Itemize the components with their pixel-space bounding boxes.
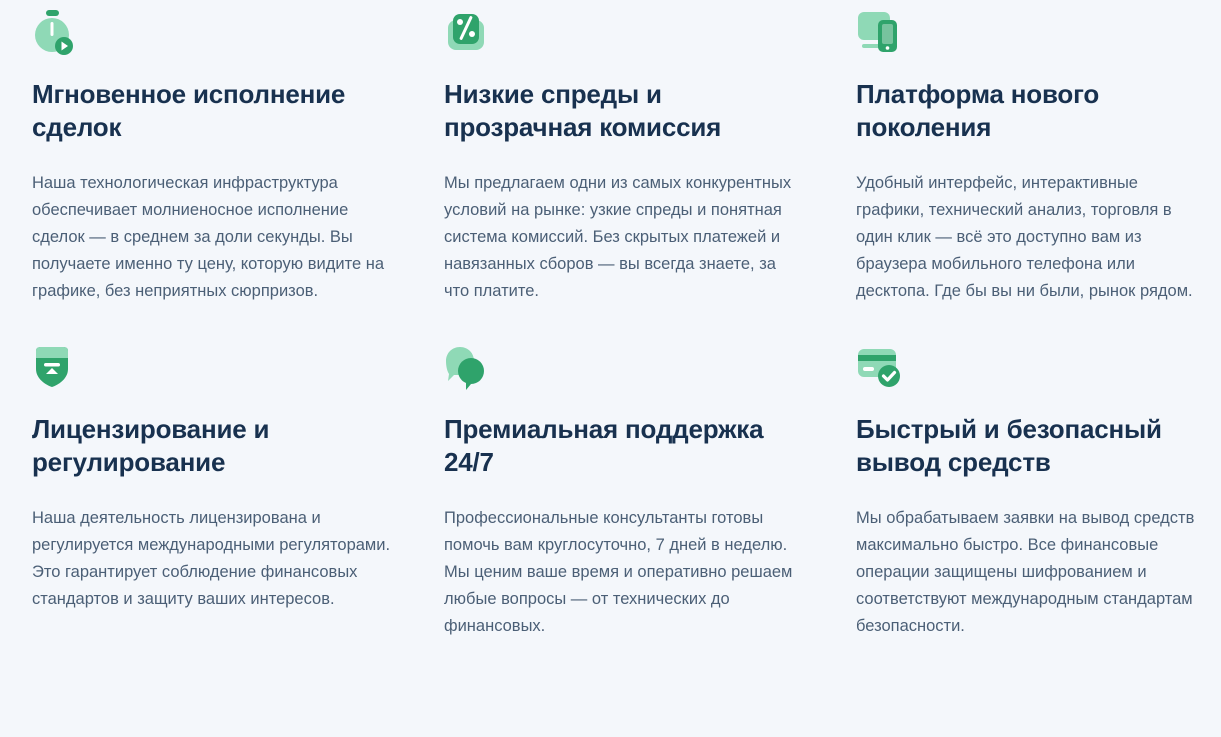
stopwatch-icon [32, 10, 72, 54]
feature-title: Платформа нового поколения [856, 79, 1100, 142]
shield-check-icon [32, 345, 72, 389]
feature-description: Наша технологическая инфраструктура обеспечивает молниеносное исполнение сделок — в среднем за доли секунды. Вы получаете именно ту цену, которую видите на графике, без неприятных сюрпризов. [32, 174, 384, 300]
feature-title: Низкие спреды и прозрачная комиссия [444, 79, 722, 142]
feature-card [444, 0, 856, 305]
feature-description: Мы обрабатываем заявки на вывод средств максимально быстро. Все финансовые операции защищены шифрованием и соответствуют международным стандартам безопасности. [856, 509, 1195, 635]
devices-icon [856, 10, 896, 54]
feature-title: Премиальная поддержка 24/7 [444, 414, 764, 477]
card-check-icon [856, 345, 896, 389]
feature-title: Быстрый и безопасный вывод средств [856, 414, 1162, 477]
feature-title: Мгновенное исполнение сделок [32, 79, 346, 142]
feature-card [32, 0, 444, 305]
chat-support-icon [444, 345, 484, 389]
feature-title: Лицензирование и регулирование [32, 414, 270, 477]
feature-description: Наша деятельность лицензирована и регулируется международными регуляторами. Это гарантирует соблюдение финансовых стандартов и защиту ваших интересов. [32, 509, 391, 608]
percent-tag-icon [444, 10, 484, 54]
feature-description: Мы предлагаем одни из самых конкурентных условий на рынке: узкие спреды и понятная система комиссий. Без скрытых платежей и навязанных сборов — вы всегда знаете, за что платите. [444, 174, 792, 300]
feature-description: Профессиональные консультанты готовы помочь вам круглосуточно, 7 дней в неделю. Мы ценим ваше время и оперативно решаем любые вопросы — от технических до финансовых. [444, 509, 793, 635]
feature-card [444, 331, 856, 640]
feature-card [32, 331, 444, 640]
feature-card [856, 0, 1221, 305]
feature-card [856, 331, 1221, 640]
feature-description: Удобный интерфейс, интерактивные графики, технический анализ, торговля в один клик — всё это доступно вам из браузера мобильного телефона или десктопа. Где бы вы ни были, рынок рядом. [856, 174, 1193, 300]
